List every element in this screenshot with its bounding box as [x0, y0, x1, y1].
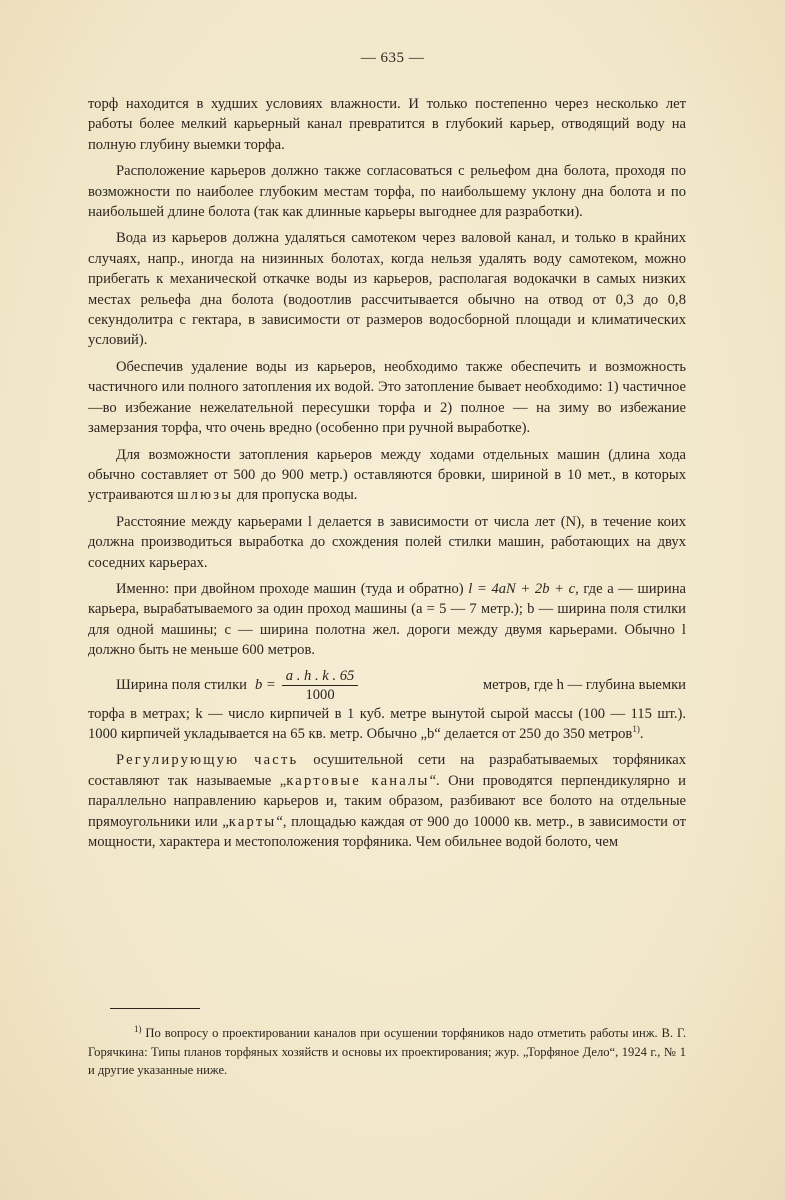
footnote-divider	[110, 1008, 200, 1009]
paragraph-8-end: .	[639, 725, 644, 742]
paragraph-7	[88, 579, 686, 661]
paragraph-9-spaced-a: Регулирующую	[116, 752, 240, 769]
paragraph-1: торф находится в худших условиях влажности. И только постепенно через несколько лет работы более мелкий карьерный канал превратится в глубокий карьер, отводящий воду на полную глубину выемки торфа.	[88, 96, 686, 153]
page-number: — 635 —	[360, 50, 425, 66]
footnote-marker: 1)	[134, 1023, 142, 1034]
paragraph-5-spaced-word: шлюзы	[177, 487, 234, 504]
formula-fraction	[282, 667, 359, 704]
formula-lhs: b =	[254, 676, 276, 693]
footnote	[88, 1024, 686, 1080]
paragraph-9-spaced-d: карты	[228, 813, 277, 830]
paragraph-9	[88, 750, 686, 852]
paragraph-7-text-a: Именно: при двойном проходе машин (туда и обратно)	[116, 580, 469, 597]
formula-denominator: 1000	[305, 686, 335, 703]
paragraph-3: Вода из карьеров должна удаляться самотеком через валовой канал, и только в крайних случаях, напр., иногда на низинных болотах, когда нельзя удалять воду самотеком, можно прибегать к механической откачке воды из карьеров, располагая водокачки в самых низких местах рельефа дна болота (водоотлив рассчитывается обычно на отвод от 0,3 до 0,8 секундолитра с гектара, в зависимости от размеров водосборной площади и климатических условий).	[88, 230, 686, 349]
main-text	[88, 94, 686, 858]
paragraph-9-text-c: “. Они проводятся перпендикулярно и параллельно направлению карьеров и, таким образом, разбивают все болото на отдельные прямоугольники или „	[88, 772, 686, 830]
distance-formula: l = 4aN + 2b + c,	[468, 580, 579, 597]
paragraph-9-spaced-c: картовые каналы	[286, 772, 430, 789]
paragraph-7-text-b: где a — ширина карьера, вырабатываемого за один проход машины (a = 5 — 7 метр.); b — ширина поля стилки для одной машины; c — ширина полотна жел. дороги между двумя карьерами. Обычно l должно быть не меньше 600 метров.	[88, 580, 686, 659]
paragraph-4: Обеспечив удаление воды из карьеров, необходимо также обеспечить и возможность частичного или полного затопления их водой. Это затопление бывает необходимо: 1) частичное—во избежание нежелательной пересушки торфа и 2) полное — на зиму во избежание замерзания торфа, что очень вредно (особенно при ручной выработке).	[88, 358, 686, 437]
footnote-text: По вопросу о проектировании каналов при осушении торфяников надо отметить работы инж. В. Г. Горячкина: Типы планов торфяных хозяйств и основы их проектирования; жур. „Торфяное Дело“, 1924 г., № 1 и другие указанные ниже.	[88, 1026, 686, 1078]
paragraph-9-text-d: “, площадью каждая от 900 до 10000 кв. метр., в зависимости от мощности, характера и местоположения торфяника. Чем обильнее водой болото, чем	[88, 813, 686, 850]
paragraph-5-text-b: для пропуска воды.	[233, 487, 358, 504]
formula-label: Ширина поля стилки	[116, 676, 247, 693]
footnote-reference: 1)	[632, 724, 640, 735]
paragraph-5	[88, 445, 686, 506]
formula-tail: метров, где h — глубина выемки	[482, 676, 686, 693]
paragraph-9-text-a	[239, 752, 254, 768]
paragraph-9-text-b: осушительной сети на разрабатываемых торфяниках составляют так называемые „	[88, 752, 686, 789]
paragraph-6: Расстояние между карьерами l делается в зависимости от числа лет (N), в течение коих должна производиться выработка до схождения полей стилки машин, работающих на двух соседних карьерах.	[88, 513, 686, 571]
paragraph-8	[88, 704, 686, 745]
paragraph-5-text-a: Для возможности затопления карьеров между ходами отдельных машин (длина хода обычно составляет от 500 до 900 метр.) оставляются бровки, шириной в 10 мет., в которых устраиваются	[88, 446, 686, 504]
paragraph-9-spaced-b: часть	[254, 752, 299, 769]
field-width-formula	[88, 667, 686, 704]
paragraph-2: Расположение карьеров должно также согласоваться с рельефом дна болота, проходя по возможности по наиболее глубоким местам торфа, по наибольшему уклону дна болота и по наибольшей длине болота (так как длинные карьеры выгоднее для разработки).	[88, 163, 686, 221]
formula-numerator: a . h . k . 65	[282, 667, 359, 686]
paragraph-8-text: торфа в метрах; k — число кирпичей в 1 куб. метре вынутой сырой массы (100 — 115 шт.). 1000 кирпичей укладывается на 65 кв. метр. Обычно „b“ делается от 250 до 350 метров	[88, 705, 686, 742]
